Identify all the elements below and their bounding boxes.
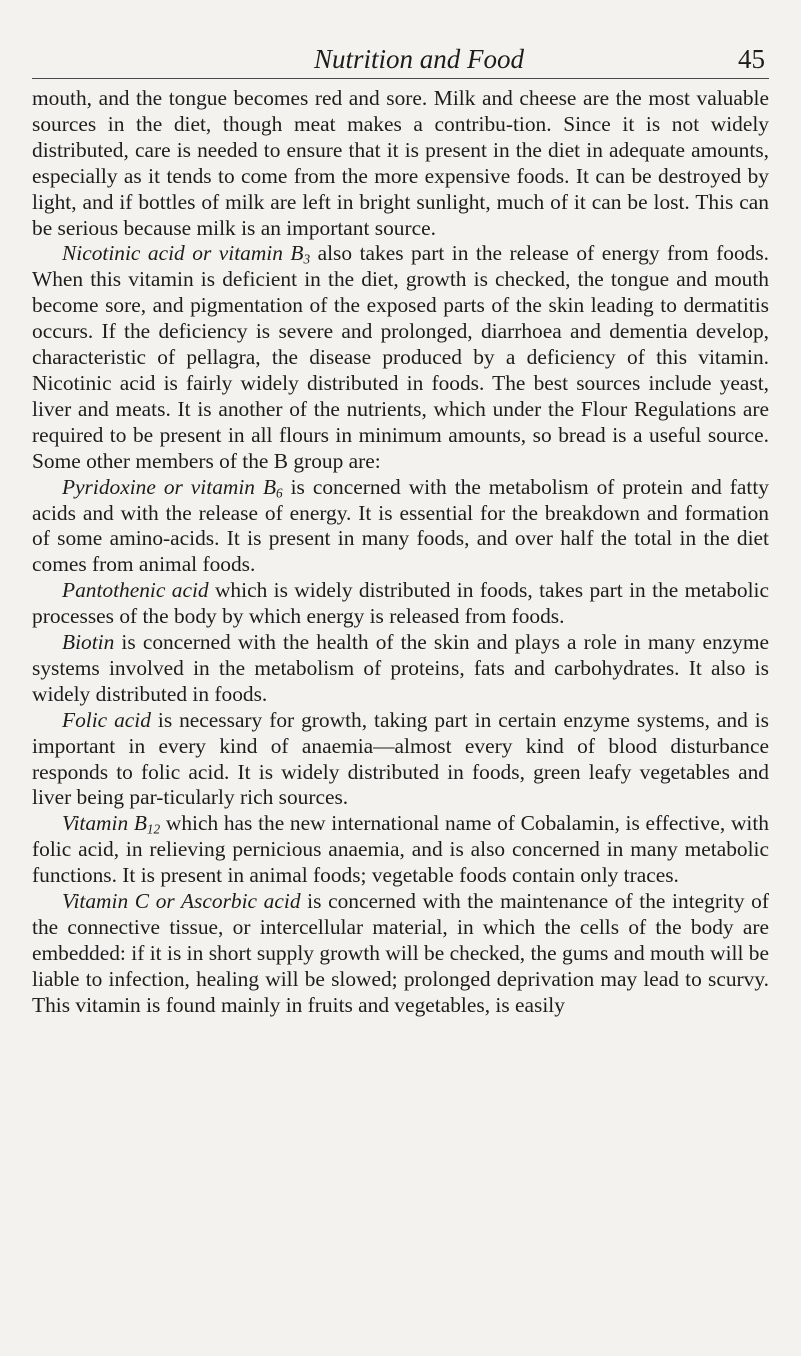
paragraph-text: mouth, and the tongue becomes red and sore. Milk and cheese are the most valuable sources in the diet, though meat makes a contribu-tion. Since it is not widely distributed, care is needed to ensure that it is present in the diet in adequate amounts, especially as it tends to come from the more expensive foods. It can be destroyed by light, and if bottles of milk are left in bright sunlight, much of it can be lost. This can be serious because milk is an important source. <box>32 86 769 240</box>
paragraph-pantothenic-acid <box>32 578 769 630</box>
paragraph-text: is concerned with the metabolism of protein and fatty acids and with the release of energy. It is essential for the breakdown and formation of some amino-acids. It is present in many foods, and over half the total in the diet comes from animal foods. <box>32 474 769 577</box>
paragraph-pyridoxine <box>32 475 769 579</box>
term-vitamin-c: Vitamin C or Ascorbic acid <box>62 889 301 914</box>
paragraph-vitamin-c <box>32 889 769 1019</box>
page-number: 45 <box>738 44 765 74</box>
paragraph-text: which has the new international name of Cobalamin, is effective, with folic acid, in relieving pernicious anaemia, and is also concerned in many metabolic functions. It is present in animal foods; vegetable foods contain only traces. <box>32 811 769 888</box>
term-biotin: Biotin <box>62 630 115 655</box>
term-vitamin-b12: Vitamin $B_{12}$ <box>62 811 161 837</box>
paragraph-text: is concerned with the maintenance of the integrity of the connective tissue, or intercellular material, in which the cells of the body are embedded: if it is in short supply growth will be checked, the gums and mouth will be liable to infection, healing will be slowed; prolonged deprivation may lead to scurvy. This vitamin is found mainly in fruits and vegetables, is easily <box>32 889 769 1017</box>
body-text <box>32 86 769 1019</box>
paragraph-vitamin-b12 <box>32 811 769 889</box>
term-nicotinic-acid: Nicotinic acid or vitamin $B_3$ <box>62 241 311 267</box>
paragraph-biotin <box>32 630 769 708</box>
term-pyridoxine: Pyridoxine or vitamin $B_6$ <box>62 474 283 500</box>
term-folic-acid: Folic acid <box>62 707 151 732</box>
paragraph-text: is concerned with the health of the skin and plays a role in many enzyme systems involved in the metabolism of proteins, fats and carbohydrates. It also is widely distributed in foods. <box>32 630 769 706</box>
paragraph-riboflavin-continued <box>32 86 769 241</box>
paragraph-nicotinic-acid <box>32 241 769 474</box>
term-pantothenic-acid: Pantothenic acid <box>62 578 209 603</box>
running-title: Nutrition and Food <box>314 44 525 74</box>
paragraph-text: which is widely distributed in foods, takes part in the metabolic processes of the body by which energy is released from foods. <box>32 578 769 629</box>
paragraph-folic-acid <box>32 708 769 812</box>
running-header <box>32 42 769 79</box>
paragraph-text: also takes part in the release of energy from foods. When this vitamin is deficient in the diet, growth is checked, the tongue and mouth become sore, and pigmentation of the exposed parts of the skin leading to dermatitis occurs. If the deficiency is severe and prolonged, diarrhoea and dementia develop, characteristic of pellagra, the disease produced by a deficiency of this vitamin. Nicotinic acid is fairly widely distributed in foods. The best sources include yeast, liver and meats. It is another of the nutrients, which under the Flour Regulations are required to be present in all flours in minimum amounts, so bread is a useful source. Some other members of the B group are: <box>32 241 770 473</box>
paragraph-text: is necessary for growth, taking part in certain enzyme systems, and is important in every kind of anaemia—almost every kind of blood disturbance responds to folic acid. It is widely distributed in foods, green leafy vegetables and liver being par-ticularly rich sources. <box>32 707 769 810</box>
